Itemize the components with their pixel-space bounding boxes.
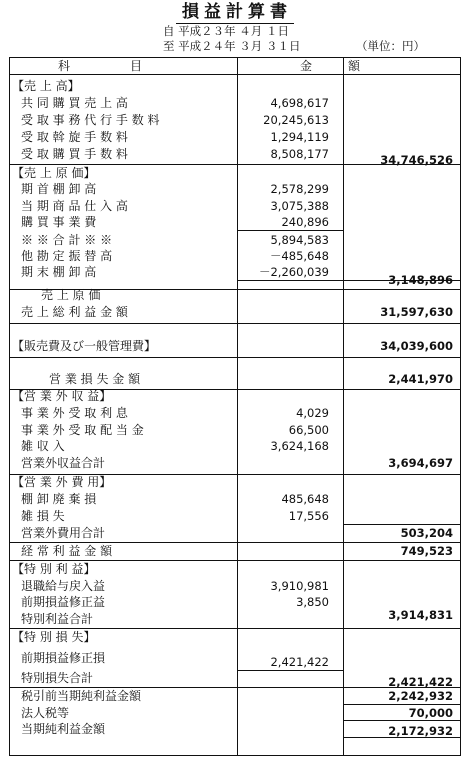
- table-row: [9, 525, 461, 541]
- row-amount: －485,648: [269, 249, 329, 263]
- row-label: 前期損益修正益: [21, 595, 106, 609]
- row-label: 期 首 棚 卸 高: [21, 182, 97, 196]
- row-label: 【特 別 損 失】: [12, 630, 96, 644]
- table-row: [9, 338, 461, 354]
- row-amount: 3,850: [296, 595, 329, 609]
- row-total: 31,597,630: [380, 305, 453, 319]
- row-label: 【売 上 原 価】: [12, 166, 96, 180]
- row-total: 2,242,932: [388, 689, 453, 703]
- table-row: [9, 95, 461, 111]
- row-total: 34,746,526: [380, 153, 453, 167]
- row-total: 70,000: [408, 706, 453, 720]
- table-row: [9, 508, 461, 524]
- row-label: 当 期 商 品 仕 入 高: [21, 199, 128, 213]
- table-row: [9, 670, 461, 689]
- row-label: 【営 業 外 収 益】: [12, 389, 112, 403]
- table-row: [9, 608, 461, 627]
- table-row: [9, 264, 461, 287]
- row-amount: 2,421,422: [270, 655, 329, 669]
- row-amount: 66,500: [288, 423, 329, 437]
- period-from: 自 平成２３年 ４月 １日: [163, 24, 289, 38]
- row-label: 雑 損 失: [21, 509, 65, 523]
- table-row: [9, 112, 461, 128]
- row-label: 営業外収益合計: [21, 456, 106, 470]
- row-label: 法人税等: [21, 706, 70, 720]
- subtotal-rule: [237, 230, 344, 231]
- table-row: [9, 304, 461, 320]
- row-total: 3,148,896: [388, 273, 453, 287]
- table-row: [9, 78, 461, 94]
- table-row: [9, 543, 461, 559]
- row-total: 34,039,600: [380, 339, 453, 353]
- row-label: 受 取 事 務 代 行 手 数 料: [21, 113, 160, 127]
- unit-label: （単位：円）: [356, 39, 425, 53]
- row-label: 特別利益合計: [21, 612, 94, 626]
- row-amount: 20,245,613: [263, 113, 329, 127]
- table-row: [9, 650, 461, 669]
- column-header-amount: 金 額: [300, 59, 361, 73]
- table-row: [9, 561, 461, 577]
- table-row: [9, 578, 461, 594]
- table-row: [9, 181, 461, 197]
- row-amount: 1,294,119: [270, 130, 329, 144]
- row-label: 経 常 利 益 金 額: [21, 544, 113, 558]
- row-amount: 3,075,388: [270, 199, 329, 213]
- row-total: 503,204: [400, 526, 453, 540]
- header-divider: [9, 74, 461, 75]
- row-amount: 3,624,168: [270, 439, 329, 453]
- table-row: [9, 705, 461, 721]
- page-title: 損益計算書: [0, 2, 470, 22]
- row-label: 【営 業 外 費 用】: [12, 475, 112, 489]
- row-label: 他 勘 定 振 替 高: [21, 249, 113, 263]
- table-row: [9, 323, 461, 339]
- row-amount: 5,894,583: [270, 233, 329, 247]
- table-row: [9, 405, 461, 421]
- row-label: 売 上 原 価: [41, 288, 101, 302]
- row-total: 2,172,932: [388, 724, 453, 738]
- row-label: 前期損益修正損: [21, 651, 106, 665]
- table-row: [9, 287, 461, 303]
- row-label: 棚 卸 廃 棄 損: [21, 492, 97, 506]
- row-amount: －2,260,039: [258, 265, 329, 279]
- row-amount: 4,698,617: [270, 96, 329, 110]
- row-label: 営 業 損 失 金 額: [49, 372, 141, 386]
- row-label: 期 末 棚 卸 高: [21, 265, 97, 279]
- row-amount: 8,508,177: [270, 147, 329, 161]
- row-label: 売 上 総 利 益 金 額: [21, 305, 128, 319]
- table-row: [9, 422, 461, 438]
- row-amount: 3,910,981: [270, 579, 329, 593]
- row-label: 【特 別 利 益】: [12, 562, 96, 576]
- subtotal-rule: [237, 280, 344, 281]
- row-label: 事 業 外 受 取 利 息: [21, 406, 128, 420]
- table-row: [9, 721, 461, 737]
- row-label: 雑 収 入: [21, 439, 65, 453]
- row-total: 3,694,697: [388, 456, 453, 470]
- row-label: 【売 上 高】: [12, 79, 80, 93]
- table-row: [9, 455, 461, 471]
- row-label: 購 買 事 業 費: [21, 215, 97, 229]
- table-row: [9, 232, 461, 248]
- row-total: 749,523: [400, 544, 453, 558]
- table-row: [9, 474, 461, 490]
- table-row: [9, 165, 461, 181]
- row-amount: 485,648: [281, 492, 329, 506]
- row-label: 共 同 購 買 売 上 高: [21, 96, 128, 110]
- table-row: [9, 388, 461, 404]
- row-label: 受 取 斡 旋 手 数 料: [21, 130, 128, 144]
- row-amount: 2,578,299: [270, 182, 329, 196]
- table-row: [9, 438, 461, 454]
- table-row: [9, 129, 461, 145]
- table-row: [9, 688, 461, 704]
- table-row: [9, 491, 461, 507]
- period-to: 至 平成２４年 ３月 ３１日: [163, 39, 301, 53]
- row-amount: 240,896: [281, 215, 329, 229]
- column-header-item: 科目: [58, 59, 203, 73]
- row-total: 2,441,970: [388, 372, 453, 386]
- row-label: 退職給与戻入益: [21, 579, 106, 593]
- row-label: 事 業 外 受 取 配 当 金: [21, 423, 144, 437]
- row-label: 特別損失合計: [21, 671, 94, 685]
- row-label: 税引前当期純利益金額: [21, 689, 142, 703]
- row-total: 3,914,831: [388, 608, 453, 622]
- table-row: [9, 146, 461, 167]
- table-row: [9, 371, 461, 387]
- row-amount: 4,029: [296, 406, 329, 420]
- row-label: 【販売費及び一般管理費】: [12, 339, 157, 353]
- table-row: [9, 214, 461, 230]
- table-row: [9, 629, 461, 645]
- row-total: 2,421,422: [388, 675, 453, 689]
- row-label: 受 取 購 買 手 数 料: [21, 147, 128, 161]
- row-amount: 17,556: [288, 509, 329, 523]
- row-label: ※ ※ 合 計 ※ ※: [21, 233, 113, 247]
- table-row: [9, 248, 461, 264]
- table-row: [9, 198, 461, 214]
- row-label: 当期純利益金額: [21, 722, 106, 736]
- row-label: 営業外費用合計: [21, 526, 106, 540]
